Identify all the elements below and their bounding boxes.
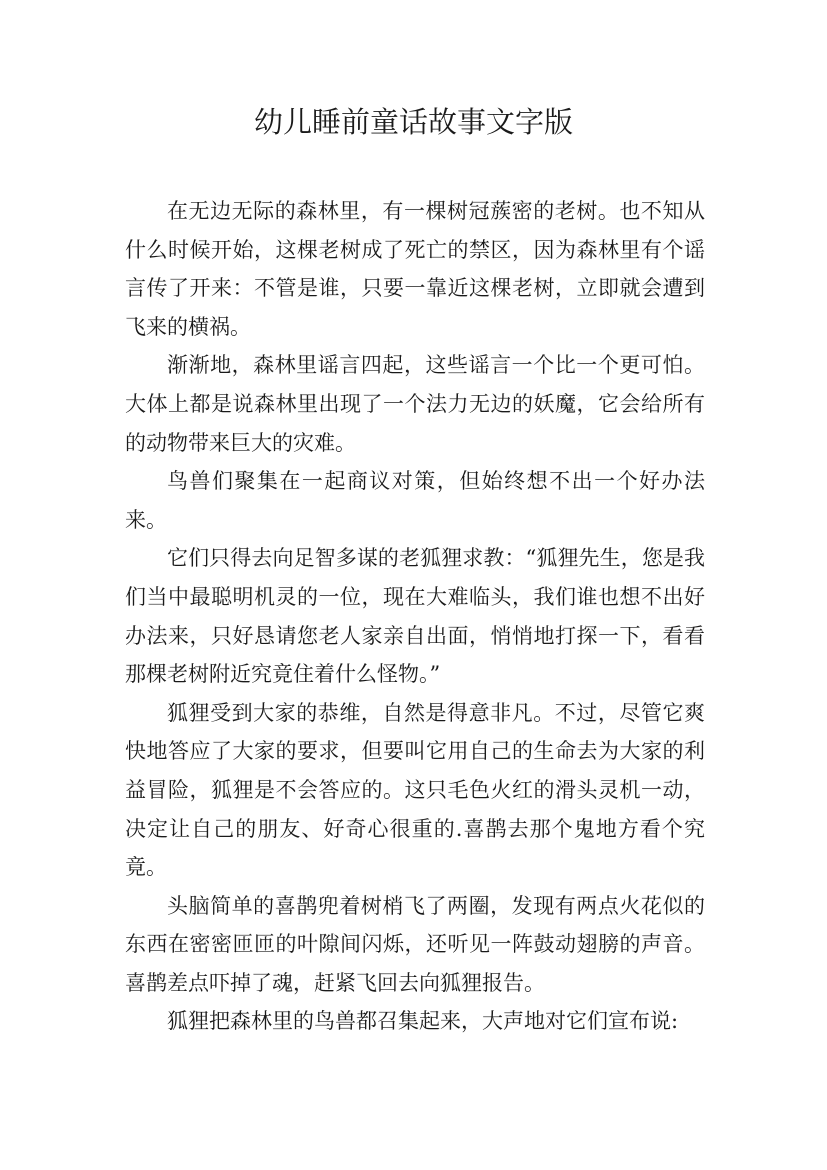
story-body [125, 192, 705, 1041]
paragraph-3: 鸟兽们聚集在一起商议对策，但始终想不出一个好办法来。 [125, 469, 705, 532]
paragraph-5: 狐狸受到大家的恭维，自然是得意非凡。不过，尽管它爽快地答应了大家的要求，但要叫它用自己的生命去为大家的利益冒险，狐狸是不会答应的。这只毛色火红的滑头灵机一动，决定让自己的朋友、好奇心很重的.喜鹊去那个鬼地方看个究竟。 [125, 700, 705, 880]
paragraph-6: 头脑简单的喜鹊兜着树梢飞了两圈，发现有两点火花似的东西在密密匝匝的叶隙间闪烁，还听见一阵鼓动翅膀的声音。喜鹊差点吓掉了魂，赶紧飞回去向狐狸报告。 [125, 893, 705, 995]
paragraph-1: 在无边无际的森林里，有一棵树冠蔟密的老树。也不知从什么时候开始，这棵老树成了死亡的禁区，因为森林里有个谣言传了开来：不管是谁，只要一靠近这棵老树，立即就会遭到飞来的横祸。 [125, 199, 705, 339]
paragraph-7: 狐狸把森林里的鸟兽都召集起来，大声地对它们宣布说: [167, 1009, 679, 1034]
document-title: 幼儿睡前童话故事文字版 [253, 105, 573, 139]
paragraph-4: 它们只得去向足智多谋的老狐狸求教：“狐狸先生，您是我们当中最聪明机灵的一位，现在大难临头，我们谁也想不出好办法来，只好恳请您老人家亲自出面，悄悄地打探一下，看看那棵老树附近究竟住着什么怪物。” [125, 546, 705, 687]
paragraph-2: 渐渐地，森林里谣言四起，这些谣言一个比一个更可怕。大体上都是说森林里出现了一个法力无边的妖魔，它会给所有的动物带来巨大的灾难。 [125, 353, 705, 455]
